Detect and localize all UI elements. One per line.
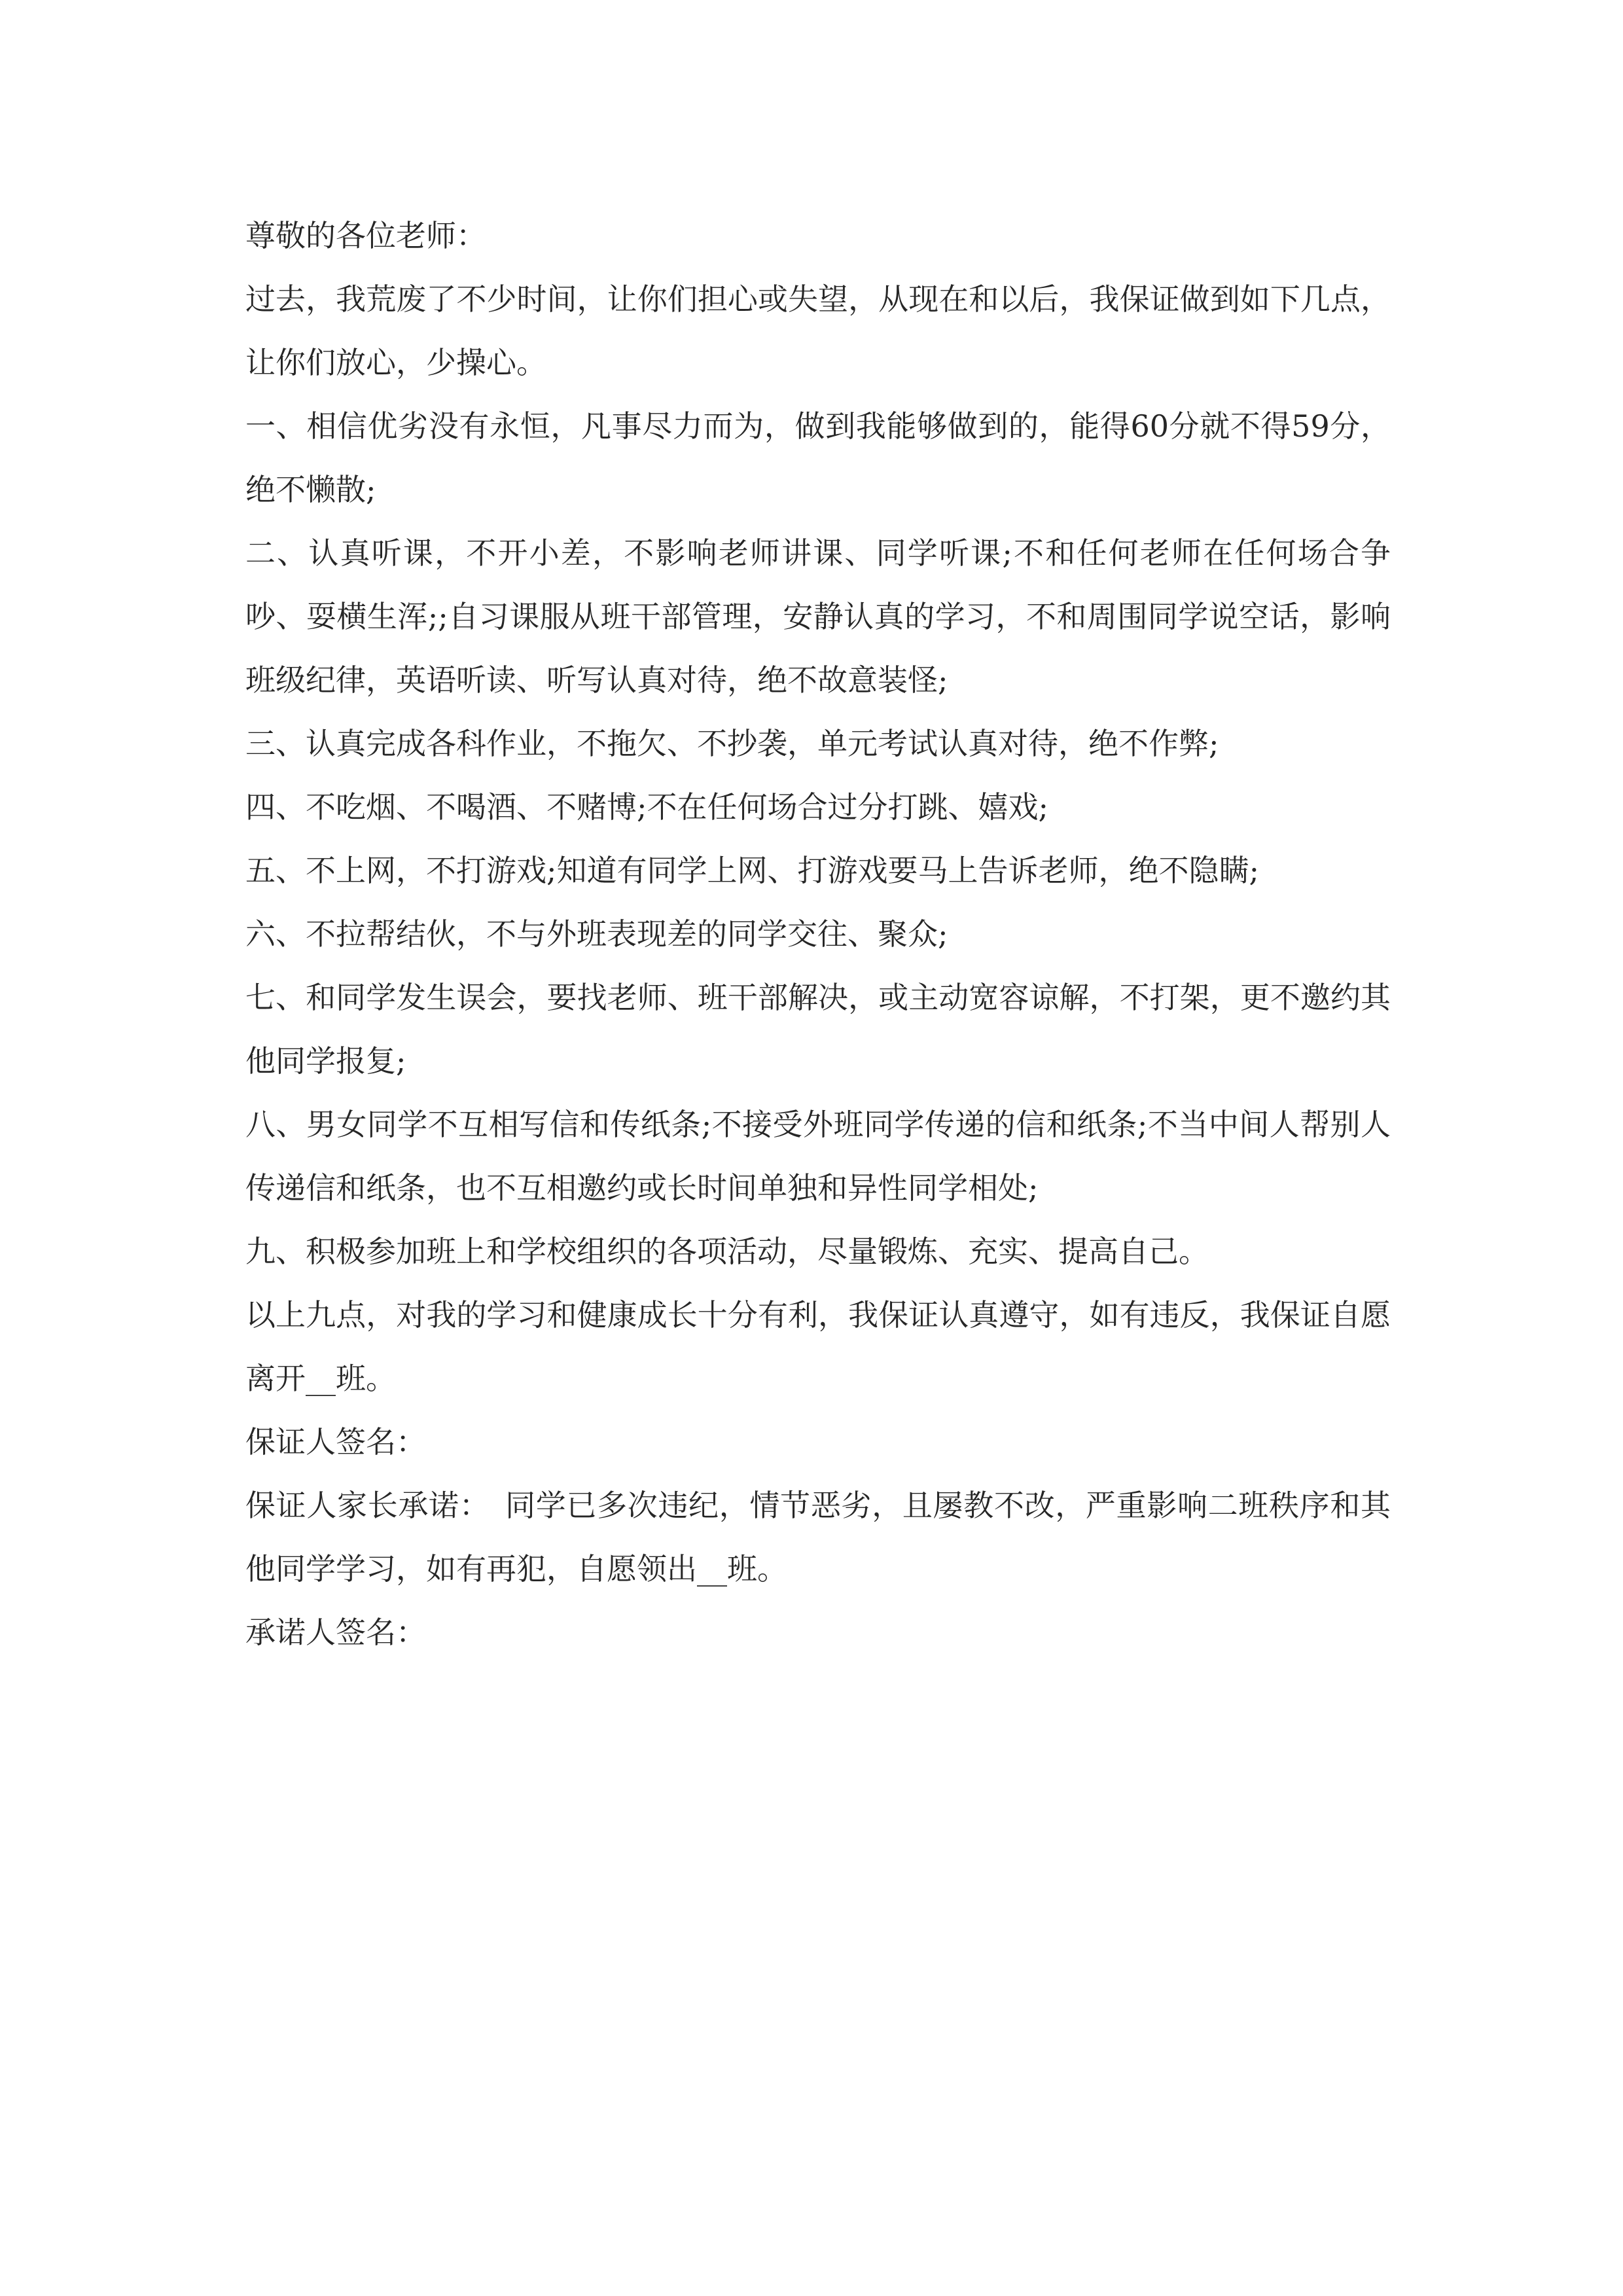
pledge-item-3: 三、认真完成各科作业，不拖欠、不抄袭，单元考试认真对待，绝不作弊; xyxy=(245,726,1219,761)
pledge-item-7: 七、和同学发生误会，要找老师、班干部解决，或主动宽容谅解，不打架，更不邀约其他同学报复; xyxy=(245,980,1391,1079)
salutation: 尊敬的各位老师： xyxy=(245,218,486,253)
pledge-item-8: 八、男女同学不互相写信和传纸条;不接受外班同学传递的信和纸条;不当中间人帮别人传递信和纸条，也不互相邀约或长时间单独和异性同学相处; xyxy=(245,1107,1391,1206)
pledge-item-1: 一、相信优劣没有永恒，凡事尽力而为，做到我能够做到的，能得60分就不得59分，绝不懒散; xyxy=(245,408,1391,507)
pledge-item-6: 六、不拉帮结伙，不与外班表现差的同学交往、聚众; xyxy=(245,916,948,952)
closing-paragraph: 以上九点，对我的学习和健康成长十分有利，我保证认真遵守，如有违反，我保证自愿离开__班。 xyxy=(245,1297,1391,1396)
parent-commitment: 保证人家长承诺： 同学已多次违纪，情节恶劣，且屡教不改，严重影响二班秩序和其他同学学习，如有再犯，自愿领出__班。 xyxy=(245,1488,1391,1587)
pledge-item-2: 二、认真听课，不开小差，不影响老师讲课、同学听课;不和任何老师在任何场合争吵、耍横生浑;;自习课服从班干部管理，安静认真的学习，不和周围同学说空话，影响班级纪律，英语听读、听写认真对待，绝不故意装怪; xyxy=(245,535,1391,698)
document-body xyxy=(245,204,1391,1664)
guarantor-signature-label: 保证人签名： xyxy=(245,1424,426,1460)
pledge-item-9: 九、积极参加班上和学校组织的各项活动，尽量锻炼、充实、提高自己。 xyxy=(245,1234,1209,1269)
pledge-item-4: 四、不吃烟、不喝酒、不赌博;不在任何场合过分打跳、嬉戏; xyxy=(245,789,1048,825)
pledge-item-5: 五、不上网，不打游戏;知道有同学上网、打游戏要马上告诉老师，绝不隐瞒; xyxy=(245,853,1259,888)
intro-paragraph: 过去，我荒废了不少时间，让你们担心或失望，从现在和以后，我保证做到如下几点，让你们放心，少操心。 xyxy=(245,281,1391,380)
promisor-signature-label: 承诺人签名： xyxy=(245,1615,426,1650)
